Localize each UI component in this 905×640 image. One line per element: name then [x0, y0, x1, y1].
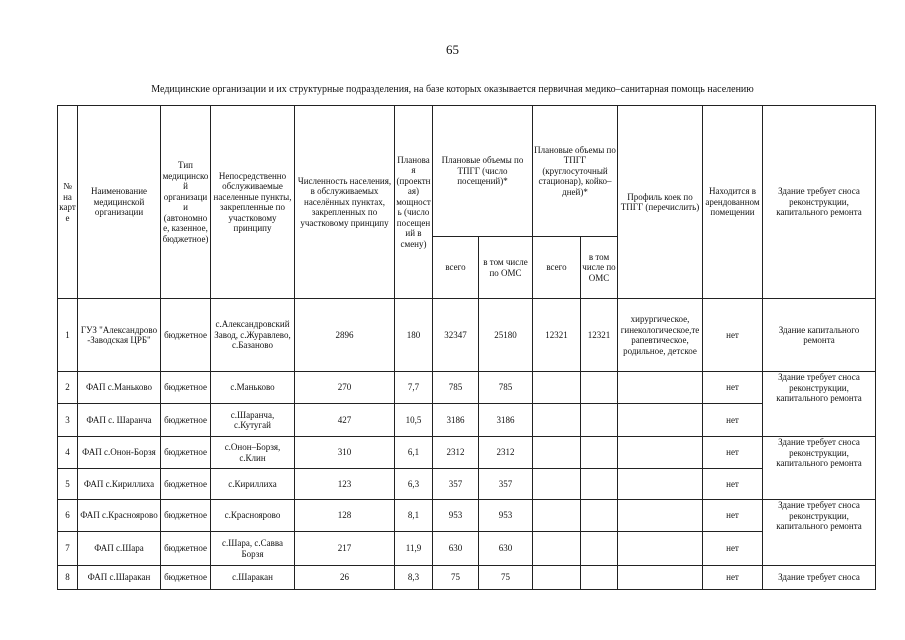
- cell-visits-total: 953: [433, 500, 479, 532]
- header-building: Здание требует сноса реконструкции, капитального ремонта: [763, 106, 876, 299]
- cell-visits-oms: 25180: [479, 299, 533, 372]
- organizations-table: [57, 105, 876, 590]
- cell-capacity: 6,3: [395, 469, 433, 500]
- header-rented: Находится в арендованном помещении: [703, 106, 763, 299]
- cell-building: Здание капитального ремонта: [763, 299, 876, 372]
- cell-name: ФАП с.Шара: [78, 532, 161, 566]
- cell-name: ФАП с.Кириллиха: [78, 469, 161, 500]
- table-row: [58, 437, 876, 469]
- cell-type: бюджетное: [161, 437, 211, 469]
- cell-name: ФАП с.Шаракан: [78, 566, 161, 590]
- cell-settlements: с.Кириллиха: [211, 469, 295, 500]
- cell-visits-oms: 630: [479, 532, 533, 566]
- cell-type: бюджетное: [161, 404, 211, 437]
- cell-rented: нет: [703, 532, 763, 566]
- cell-type: бюджетное: [161, 566, 211, 590]
- header-name: Наименование медицинской организации: [78, 106, 161, 299]
- cell-settlements: с.Красноярово: [211, 500, 295, 532]
- table-row: [58, 532, 876, 566]
- cell-beds-total: [533, 469, 581, 500]
- cell-beds-total: [533, 372, 581, 404]
- cell-type: бюджетное: [161, 299, 211, 372]
- cell-building-note: Здание требует сноса реконструкции, капитального ремонта: [763, 500, 876, 532]
- table-row: [58, 372, 876, 404]
- cell-name: ФАП с.Красноярово: [78, 500, 161, 532]
- table-row: [58, 404, 876, 437]
- cell-beds-oms: [581, 372, 618, 404]
- cell-beds-oms: [581, 566, 618, 590]
- cell-num: 6: [58, 500, 78, 532]
- cell-settlements: с.Шаракан: [211, 566, 295, 590]
- cell-building-empty: [763, 469, 876, 500]
- cell-visits-oms: 357: [479, 469, 533, 500]
- cell-profile: [618, 437, 703, 469]
- cell-beds-oms: [581, 532, 618, 566]
- table-header-row: [58, 106, 876, 237]
- cell-building-note: Здание требует сноса реконструкции, капитального ремонта: [763, 437, 876, 469]
- cell-population: 26: [295, 566, 395, 590]
- cell-population: 427: [295, 404, 395, 437]
- cell-beds-total: [533, 404, 581, 437]
- cell-name: ФАП с. Шаранча: [78, 404, 161, 437]
- cell-rented: нет: [703, 404, 763, 437]
- cell-num: 1: [58, 299, 78, 372]
- cell-beds-oms: [581, 404, 618, 437]
- cell-population: 217: [295, 532, 395, 566]
- cell-beds-oms: 12321: [581, 299, 618, 372]
- cell-type: бюджетное: [161, 469, 211, 500]
- cell-population: 310: [295, 437, 395, 469]
- document-title: Медицинские организации и их структурные подразделения, на базе которых оказывается первичная медико–санитарная помощь населению: [151, 84, 754, 95]
- cell-visits-oms: 75: [479, 566, 533, 590]
- cell-capacity: 8,3: [395, 566, 433, 590]
- cell-rented: нет: [703, 299, 763, 372]
- cell-rented: нет: [703, 469, 763, 500]
- header-beds-total: всего: [533, 237, 581, 299]
- cell-type: бюджетное: [161, 532, 211, 566]
- table-row: [58, 299, 876, 372]
- cell-capacity: 8,1: [395, 500, 433, 532]
- cell-rented: нет: [703, 566, 763, 590]
- header-num: № на карте: [58, 106, 78, 299]
- cell-settlements: с.Маньково: [211, 372, 295, 404]
- cell-num: 2: [58, 372, 78, 404]
- header-settlements: Непосредственно обслуживаемые населенные пункты, закрепленные по участковому принципу: [211, 106, 295, 299]
- cell-num: 8: [58, 566, 78, 590]
- header-beddays: Плановые объемы по ТПГГ (круглосуточный стационар), койко–дней)*: [533, 106, 618, 237]
- cell-visits-total: 3186: [433, 404, 479, 437]
- cell-name: ГУЗ "Александрово -Заводская ЦРБ": [78, 299, 161, 372]
- cell-building-empty: [763, 532, 876, 566]
- table-row: [58, 500, 876, 532]
- cell-visits-total: 785: [433, 372, 479, 404]
- cell-visits-oms: 953: [479, 500, 533, 532]
- cell-beds-total: [533, 500, 581, 532]
- cell-profile: хирургическое, гинекологическое,терапевтическое, родильное, детское: [618, 299, 703, 372]
- cell-visits-total: 2312: [433, 437, 479, 469]
- cell-profile: [618, 566, 703, 590]
- table-row: [58, 566, 876, 590]
- cell-name: ФАП с.Маньково: [78, 372, 161, 404]
- cell-visits-oms: 3186: [479, 404, 533, 437]
- cell-visits-oms: 785: [479, 372, 533, 404]
- cell-beds-total: [533, 566, 581, 590]
- cell-rented: нет: [703, 437, 763, 469]
- cell-building-empty: [763, 404, 876, 437]
- cell-num: 5: [58, 469, 78, 500]
- cell-beds-oms: [581, 437, 618, 469]
- header-profile: Профиль коек по ТПГГ (перечислить): [618, 106, 703, 299]
- cell-type: бюджетное: [161, 500, 211, 532]
- cell-capacity: 6,1: [395, 437, 433, 469]
- cell-type: бюджетное: [161, 372, 211, 404]
- cell-settlements: с.Александровский Завод, с.Журавлево, с.Базаново: [211, 299, 295, 372]
- cell-num: 7: [58, 532, 78, 566]
- header-capacity: Плановая (проектная) мощность (число посещений в смену): [395, 106, 433, 299]
- header-population: Численность населения, в обслуживаемых населённых пунктах, закрепленных по участковому принципу: [295, 106, 395, 299]
- cell-population: 270: [295, 372, 395, 404]
- cell-visits-total: 630: [433, 532, 479, 566]
- cell-num: 3: [58, 404, 78, 437]
- cell-beds-oms: [581, 469, 618, 500]
- cell-num: 4: [58, 437, 78, 469]
- cell-capacity: 11,9: [395, 532, 433, 566]
- cell-capacity: 10,5: [395, 404, 433, 437]
- cell-rented: нет: [703, 372, 763, 404]
- cell-visits-oms: 2312: [479, 437, 533, 469]
- page-number: 65: [446, 42, 459, 57]
- cell-building-note: Здание требует сноса: [763, 566, 876, 590]
- cell-population: 123: [295, 469, 395, 500]
- cell-rented: нет: [703, 500, 763, 532]
- cell-beds-total: [533, 532, 581, 566]
- cell-profile: [618, 532, 703, 566]
- cell-beds-oms: [581, 500, 618, 532]
- cell-population: 128: [295, 500, 395, 532]
- table-row: [58, 469, 876, 500]
- header-visits-total: всего: [433, 237, 479, 299]
- header-type: Тип медицинской организации (автономное, казенное, бюджетное): [161, 106, 211, 299]
- cell-settlements: с.Шаранча, с.Кутугай: [211, 404, 295, 437]
- cell-building-note: Здание требует сноса реконструкции, капитального ремонта: [763, 372, 876, 404]
- cell-visits-total: 357: [433, 469, 479, 500]
- cell-visits-total: 32347: [433, 299, 479, 372]
- cell-profile: [618, 469, 703, 500]
- cell-capacity: 180: [395, 299, 433, 372]
- cell-beds-total: [533, 437, 581, 469]
- cell-profile: [618, 500, 703, 532]
- cell-population: 2896: [295, 299, 395, 372]
- cell-visits-total: 75: [433, 566, 479, 590]
- cell-beds-total: 12321: [533, 299, 581, 372]
- cell-settlements: с.Онон–Борзя, с.Клин: [211, 437, 295, 469]
- cell-profile: [618, 404, 703, 437]
- cell-settlements: с.Шара, с.Савва Борзя: [211, 532, 295, 566]
- header-visits: Плановые объемы по ТПГГ (число посещений)*: [433, 106, 533, 237]
- cell-name: ФАП с.Онон-Борзя: [78, 437, 161, 469]
- header-beds-oms: в том числе по ОМС: [581, 237, 618, 299]
- header-visits-oms: в том числе по ОМС: [479, 237, 533, 299]
- cell-profile: [618, 372, 703, 404]
- cell-capacity: 7,7: [395, 372, 433, 404]
